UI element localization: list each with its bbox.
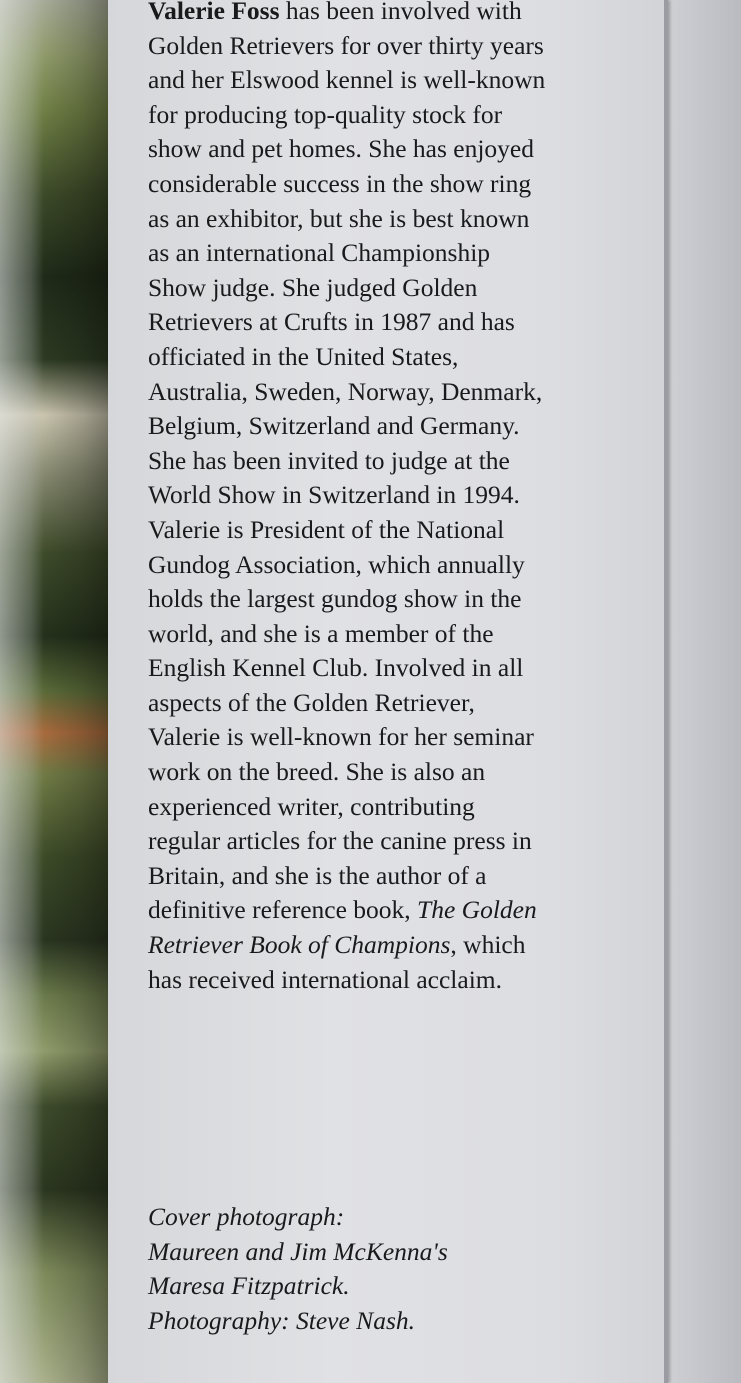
bio-line: English Kennel Club. Involved in all bbox=[148, 653, 524, 683]
bio-line: world, and she is a member of the bbox=[148, 618, 494, 648]
bio-line: regular articles for the canine press in bbox=[148, 826, 532, 856]
author-biography bbox=[148, 0, 628, 997]
bio-line: Australia, Sweden, Norway, Denmark, bbox=[148, 376, 543, 406]
bio-line-book-cont: Retriever Book of Champions, which bbox=[148, 930, 526, 960]
bio-line: officiated in the United States, bbox=[148, 341, 459, 371]
cover-credits bbox=[148, 1200, 628, 1338]
bio-line: Valerie is President of the National bbox=[148, 514, 505, 544]
credit-line: Maresa Fitzpatrick. bbox=[148, 1271, 350, 1301]
bio-line: considerable success in the show ring bbox=[148, 168, 532, 198]
bio-line-last: has received international acclaim. bbox=[148, 964, 502, 994]
bio-line: Retrievers at Crufts in 1987 and has bbox=[148, 307, 515, 337]
bio-line: work on the breed. She is also an bbox=[148, 757, 486, 787]
strip-shadow bbox=[44, 0, 108, 1383]
bio-line: Britain, and she is the author of a bbox=[148, 860, 487, 890]
strip-highlight bbox=[0, 0, 44, 1383]
credit-line: Cover photograph: bbox=[148, 1202, 345, 1231]
bio-line-book: definitive reference book, The Golden bbox=[148, 895, 537, 925]
author-name: Valerie Foss bbox=[148, 0, 280, 25]
credit-line: Maureen and Jim McKenna's bbox=[148, 1236, 448, 1266]
bio-line: show and pet homes. She has enjoyed bbox=[148, 134, 534, 164]
bio-line: for producing top-quality stock for bbox=[148, 99, 503, 129]
bio-line: and her Elswood kennel is well-known bbox=[148, 65, 546, 95]
bio-line: holds the largest gundog show in the bbox=[148, 584, 522, 614]
credit-line: Photography: Steve Nash. bbox=[148, 1305, 415, 1335]
bio-line: She has been invited to judge at the bbox=[148, 445, 510, 475]
bio-line: Golden Retrievers for over thirty years bbox=[148, 30, 544, 60]
book-title-part2: Retriever Book of Champions bbox=[148, 930, 451, 960]
bio-line: experienced writer, contributing bbox=[148, 791, 475, 821]
bio-line: Belgium, Switzerland and Germany. bbox=[148, 411, 520, 441]
bio-line-first: Valerie Foss has been involved with bbox=[148, 0, 628, 29]
flap-edge bbox=[664, 0, 668, 1383]
bio-line: Valerie is well-known for her seminar bbox=[148, 722, 534, 752]
bio-line: as an international Championship bbox=[148, 238, 491, 268]
book-title-part1: The Golden bbox=[417, 895, 537, 925]
bio-line: Gundog Association, which annually bbox=[148, 549, 525, 579]
bio-line: as an exhibitor, but she is best known bbox=[148, 203, 530, 233]
bio-line: Show judge. She judged Golden bbox=[148, 272, 478, 302]
bio-line: aspects of the Golden Retriever, bbox=[148, 687, 475, 717]
bio-line: World Show in Switzerland in 1994. bbox=[148, 480, 520, 510]
